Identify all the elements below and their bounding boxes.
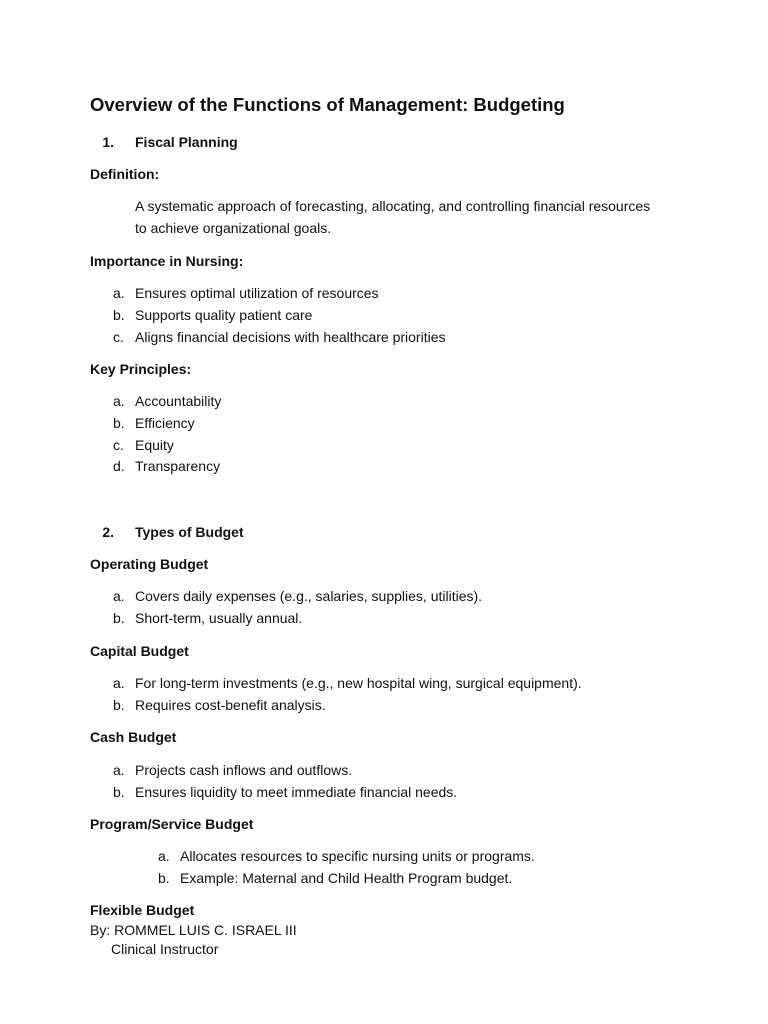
author-byline: By: ROMMEL LUIS C. ISRAEL III xyxy=(90,922,297,938)
list-item xyxy=(158,869,535,891)
definition-label: Definition: xyxy=(90,166,160,182)
list-marker: b. xyxy=(113,696,125,713)
list-item xyxy=(113,414,221,436)
section-1-heading: Fiscal Planning xyxy=(135,134,238,150)
cash-budget-label: Cash Budget xyxy=(90,729,177,745)
list-item xyxy=(113,436,221,458)
list-marker: a. xyxy=(113,762,125,778)
list-item-text: Aligns financial decisions with healthcare priorities xyxy=(135,328,446,345)
list-item xyxy=(113,306,446,328)
operating-budget-list xyxy=(113,587,482,631)
section-1-number: 1. xyxy=(102,134,114,150)
list-marker: b. xyxy=(113,783,125,800)
operating-budget-label: Operating Budget xyxy=(90,556,209,572)
principles-list xyxy=(113,392,221,479)
list-item xyxy=(113,587,482,609)
list-marker: a. xyxy=(113,285,125,301)
list-marker: a. xyxy=(113,588,125,604)
section-2-number: 2. xyxy=(102,524,114,540)
list-item xyxy=(113,674,582,696)
definition-text: A systematic approach of forecasting, allocating, and controlling financial resources to achieve organizational goals. xyxy=(135,198,651,236)
list-item-text: Ensures liquidity to meet immediate financial needs. xyxy=(135,783,458,800)
importance-list xyxy=(113,284,446,349)
list-marker: b. xyxy=(113,414,125,431)
list-item xyxy=(113,328,446,350)
list-item-text: Covers daily expenses (e.g., salaries, supplies, utilities). xyxy=(135,588,483,604)
flexible-budget-label: Flexible Budget xyxy=(90,902,195,918)
cash-budget-list xyxy=(113,761,457,805)
list-marker: a. xyxy=(113,393,125,409)
list-marker: d. xyxy=(113,458,125,475)
list-item-text: For long-term investments (e.g., new hospital wing, surgical equipment). xyxy=(135,675,582,691)
list-item xyxy=(113,609,482,631)
section-2-heading: Types of Budget xyxy=(135,524,244,540)
list-marker: a. xyxy=(158,848,170,864)
author-role: Clinical Instructor xyxy=(111,941,219,957)
list-marker: c. xyxy=(113,436,124,453)
capital-budget-list xyxy=(113,674,582,718)
list-item xyxy=(113,696,582,718)
list-item xyxy=(113,457,221,479)
list-item-text: Transparency xyxy=(135,458,221,475)
list-item xyxy=(113,284,446,306)
list-item-text: Accountability xyxy=(135,393,222,409)
list-item-text: Short-term, usually annual. xyxy=(135,609,303,626)
list-item xyxy=(113,761,457,783)
capital-budget-label: Capital Budget xyxy=(90,643,189,659)
list-item-text: Efficiency xyxy=(135,414,195,431)
list-item xyxy=(158,847,535,869)
list-item-text: Example: Maternal and Child Health Program budget. xyxy=(180,869,513,886)
list-item xyxy=(113,392,221,414)
list-marker: a. xyxy=(113,675,125,691)
list-item xyxy=(113,783,457,805)
program-budget-list xyxy=(158,847,535,891)
list-item-text: Equity xyxy=(135,436,174,453)
list-item-text: Ensures optimal utilization of resources xyxy=(135,285,379,301)
list-marker: b. xyxy=(158,869,170,886)
list-marker: b. xyxy=(113,306,125,323)
list-marker: c. xyxy=(113,328,124,345)
list-item-text: Supports quality patient care xyxy=(135,306,313,323)
list-item-text: Requires cost-benefit analysis. xyxy=(135,696,326,713)
importance-label: Importance in Nursing: xyxy=(90,253,244,269)
list-item-text: Allocates resources to specific nursing units or programs. xyxy=(180,848,535,864)
list-item-text: Projects cash inflows and outflows. xyxy=(135,762,353,778)
principles-label: Key Principles: xyxy=(90,361,192,377)
program-budget-label: Program/Service Budget xyxy=(90,816,254,832)
list-marker: b. xyxy=(113,609,125,626)
document-title: Overview of the Functions of Management: Budgeting xyxy=(90,94,565,115)
